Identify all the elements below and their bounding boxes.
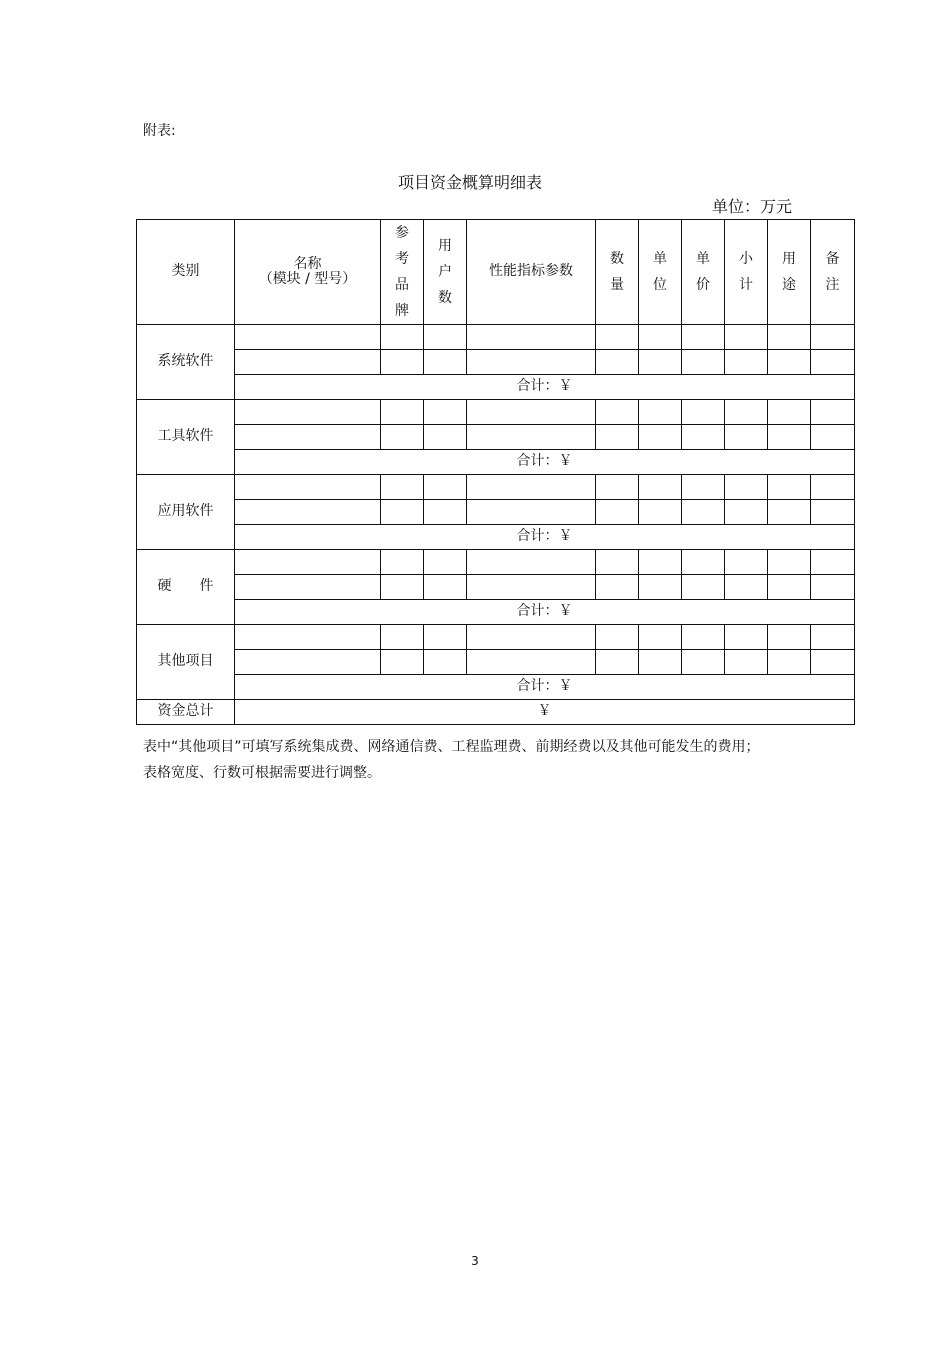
subtotal-row	[137, 600, 855, 625]
cell-input[interactable]	[682, 625, 725, 650]
cell-input[interactable]	[424, 350, 467, 375]
cell-input[interactable]	[811, 550, 855, 575]
header-price: 单价	[682, 220, 725, 325]
subtotal-cell: 合计：￥	[235, 675, 855, 700]
category-cell: 工具软件	[137, 400, 235, 475]
cell-input[interactable]	[639, 650, 682, 675]
header-qty: 数量	[596, 220, 639, 325]
cell-input[interactable]	[596, 400, 639, 425]
cell-input[interactable]	[811, 475, 855, 500]
table-row	[137, 650, 855, 675]
unit-label: 单位：万元	[712, 197, 793, 216]
cell-input[interactable]	[768, 625, 811, 650]
cell-input[interactable]	[768, 425, 811, 450]
cell-input[interactable]	[424, 425, 467, 450]
cell-input[interactable]	[768, 500, 811, 525]
cell-input[interactable]	[235, 400, 381, 425]
cell-input[interactable]	[235, 625, 381, 650]
table-row	[137, 500, 855, 525]
subtotal-cell: 合计：￥	[235, 375, 855, 400]
table-row	[137, 400, 855, 425]
table-row	[137, 350, 855, 375]
cell-input[interactable]	[596, 325, 639, 350]
cell-input[interactable]	[811, 350, 855, 375]
cell-input[interactable]	[682, 325, 725, 350]
cell-input[interactable]	[811, 575, 855, 600]
cell-input[interactable]	[768, 475, 811, 500]
cell-input[interactable]	[467, 625, 596, 650]
cell-input[interactable]	[424, 650, 467, 675]
grand-total-row	[137, 700, 855, 725]
cell-input[interactable]	[811, 650, 855, 675]
cell-input[interactable]	[381, 475, 424, 500]
table-title: 项目资金概算明细表	[397, 173, 542, 192]
header-remark: 备注	[811, 220, 855, 325]
cell-input[interactable]	[725, 425, 768, 450]
cell-input[interactable]	[235, 650, 381, 675]
table-row	[137, 425, 855, 450]
subtotal-row	[137, 375, 855, 400]
table-row	[137, 475, 855, 500]
cell-input[interactable]	[725, 500, 768, 525]
cell-input[interactable]	[682, 500, 725, 525]
header-subtotal: 小计	[725, 220, 768, 325]
cell-input[interactable]	[424, 475, 467, 500]
cell-input[interactable]	[639, 350, 682, 375]
header-unit: 单位	[639, 220, 682, 325]
cell-input[interactable]	[768, 325, 811, 350]
cell-input[interactable]	[235, 325, 381, 350]
cell-input[interactable]	[768, 400, 811, 425]
cell-input[interactable]	[811, 400, 855, 425]
cell-input[interactable]	[467, 550, 596, 575]
header-usage: 用途	[768, 220, 811, 325]
header-category: 类别	[137, 220, 235, 325]
cell-input[interactable]	[768, 550, 811, 575]
table-row	[137, 625, 855, 650]
cell-input[interactable]	[725, 350, 768, 375]
cell-input[interactable]	[596, 475, 639, 500]
cell-input[interactable]	[725, 550, 768, 575]
table-note: 表中“其他项目”可填写系统集成费、网络通信费、工程监理费、前期经费以及其他可能发生的费用；表格宽度、行数可根据需要进行调整。	[143, 739, 760, 781]
cell-input[interactable]	[467, 650, 596, 675]
cell-input[interactable]	[381, 425, 424, 450]
cell-input[interactable]	[639, 575, 682, 600]
cell-input[interactable]	[381, 550, 424, 575]
cell-input[interactable]	[639, 625, 682, 650]
cell-input[interactable]	[725, 650, 768, 675]
subtotal-cell: 合计：￥	[235, 450, 855, 475]
cell-input[interactable]	[639, 325, 682, 350]
cell-input[interactable]	[467, 350, 596, 375]
cell-input[interactable]	[811, 500, 855, 525]
header-brand: 参考品牌	[381, 220, 424, 325]
cell-input[interactable]	[381, 650, 424, 675]
cell-input[interactable]	[596, 550, 639, 575]
category-cell: 系统软件	[137, 325, 235, 400]
cell-input[interactable]	[768, 350, 811, 375]
cell-input[interactable]	[381, 400, 424, 425]
cell-input[interactable]	[596, 425, 639, 450]
category-cell: 其他项目	[137, 625, 235, 700]
cell-input[interactable]	[235, 425, 381, 450]
subtotal-cell: 合计：￥	[235, 525, 855, 550]
cell-input[interactable]	[725, 575, 768, 600]
grand-total-value: ￥	[235, 700, 855, 725]
appendix-label: 附表:	[143, 123, 176, 139]
cell-input[interactable]	[682, 550, 725, 575]
category-cell: 硬 件	[137, 550, 235, 625]
cell-input[interactable]	[682, 650, 725, 675]
subtotal-row	[137, 675, 855, 700]
header-users: 用户数	[424, 220, 467, 325]
cell-input[interactable]	[682, 575, 725, 600]
cell-input[interactable]	[811, 425, 855, 450]
cell-input[interactable]	[682, 350, 725, 375]
cell-input[interactable]	[424, 550, 467, 575]
cell-input[interactable]	[596, 350, 639, 375]
cell-input[interactable]	[596, 575, 639, 600]
cell-input[interactable]	[235, 500, 381, 525]
cell-input[interactable]	[682, 425, 725, 450]
subtotal-cell: 合计：￥	[235, 600, 855, 625]
cell-input[interactable]	[768, 650, 811, 675]
cell-input[interactable]	[811, 625, 855, 650]
cell-input[interactable]	[639, 500, 682, 525]
cell-input[interactable]	[424, 325, 467, 350]
subtotal-row	[137, 525, 855, 550]
cell-input[interactable]	[467, 400, 596, 425]
cell-input[interactable]	[639, 425, 682, 450]
cell-input[interactable]	[235, 550, 381, 575]
cell-input[interactable]	[639, 475, 682, 500]
cell-input[interactable]	[725, 625, 768, 650]
category-cell: 应用软件	[137, 475, 235, 550]
cell-input[interactable]	[235, 475, 381, 500]
subtotal-row	[137, 450, 855, 475]
cell-input[interactable]	[424, 500, 467, 525]
cell-input[interactable]	[682, 400, 725, 425]
cell-input[interactable]	[235, 575, 381, 600]
cell-input[interactable]	[467, 575, 596, 600]
cell-input[interactable]	[424, 400, 467, 425]
cell-input[interactable]	[596, 650, 639, 675]
cell-input[interactable]	[725, 325, 768, 350]
cell-input[interactable]	[381, 500, 424, 525]
header-row	[137, 220, 855, 325]
cell-input[interactable]	[424, 625, 467, 650]
cell-input[interactable]	[725, 400, 768, 425]
cell-input[interactable]	[381, 575, 424, 600]
cell-input[interactable]	[682, 475, 725, 500]
cell-input[interactable]	[235, 350, 381, 375]
table-row	[137, 550, 855, 575]
page-number: 3	[471, 1254, 479, 1268]
cell-input[interactable]	[381, 325, 424, 350]
header-params: 性能指标参数	[467, 220, 596, 325]
cell-input[interactable]	[381, 350, 424, 375]
budget-table	[136, 219, 855, 725]
cell-input[interactable]	[596, 625, 639, 650]
grand-total-label: 资金总计	[137, 700, 235, 725]
cell-input[interactable]	[639, 550, 682, 575]
cell-input[interactable]	[424, 575, 467, 600]
cell-input[interactable]	[639, 400, 682, 425]
cell-input[interactable]	[467, 325, 596, 350]
cell-input[interactable]	[811, 325, 855, 350]
table-row	[137, 325, 855, 350]
cell-input[interactable]	[768, 575, 811, 600]
table-row	[137, 575, 855, 600]
cell-input[interactable]	[596, 500, 639, 525]
cell-input[interactable]	[725, 475, 768, 500]
cell-input[interactable]	[467, 425, 596, 450]
cell-input[interactable]	[467, 475, 596, 500]
cell-input[interactable]	[381, 625, 424, 650]
header-name: 名称 （模块 / 型号）	[235, 220, 381, 325]
cell-input[interactable]	[467, 500, 596, 525]
